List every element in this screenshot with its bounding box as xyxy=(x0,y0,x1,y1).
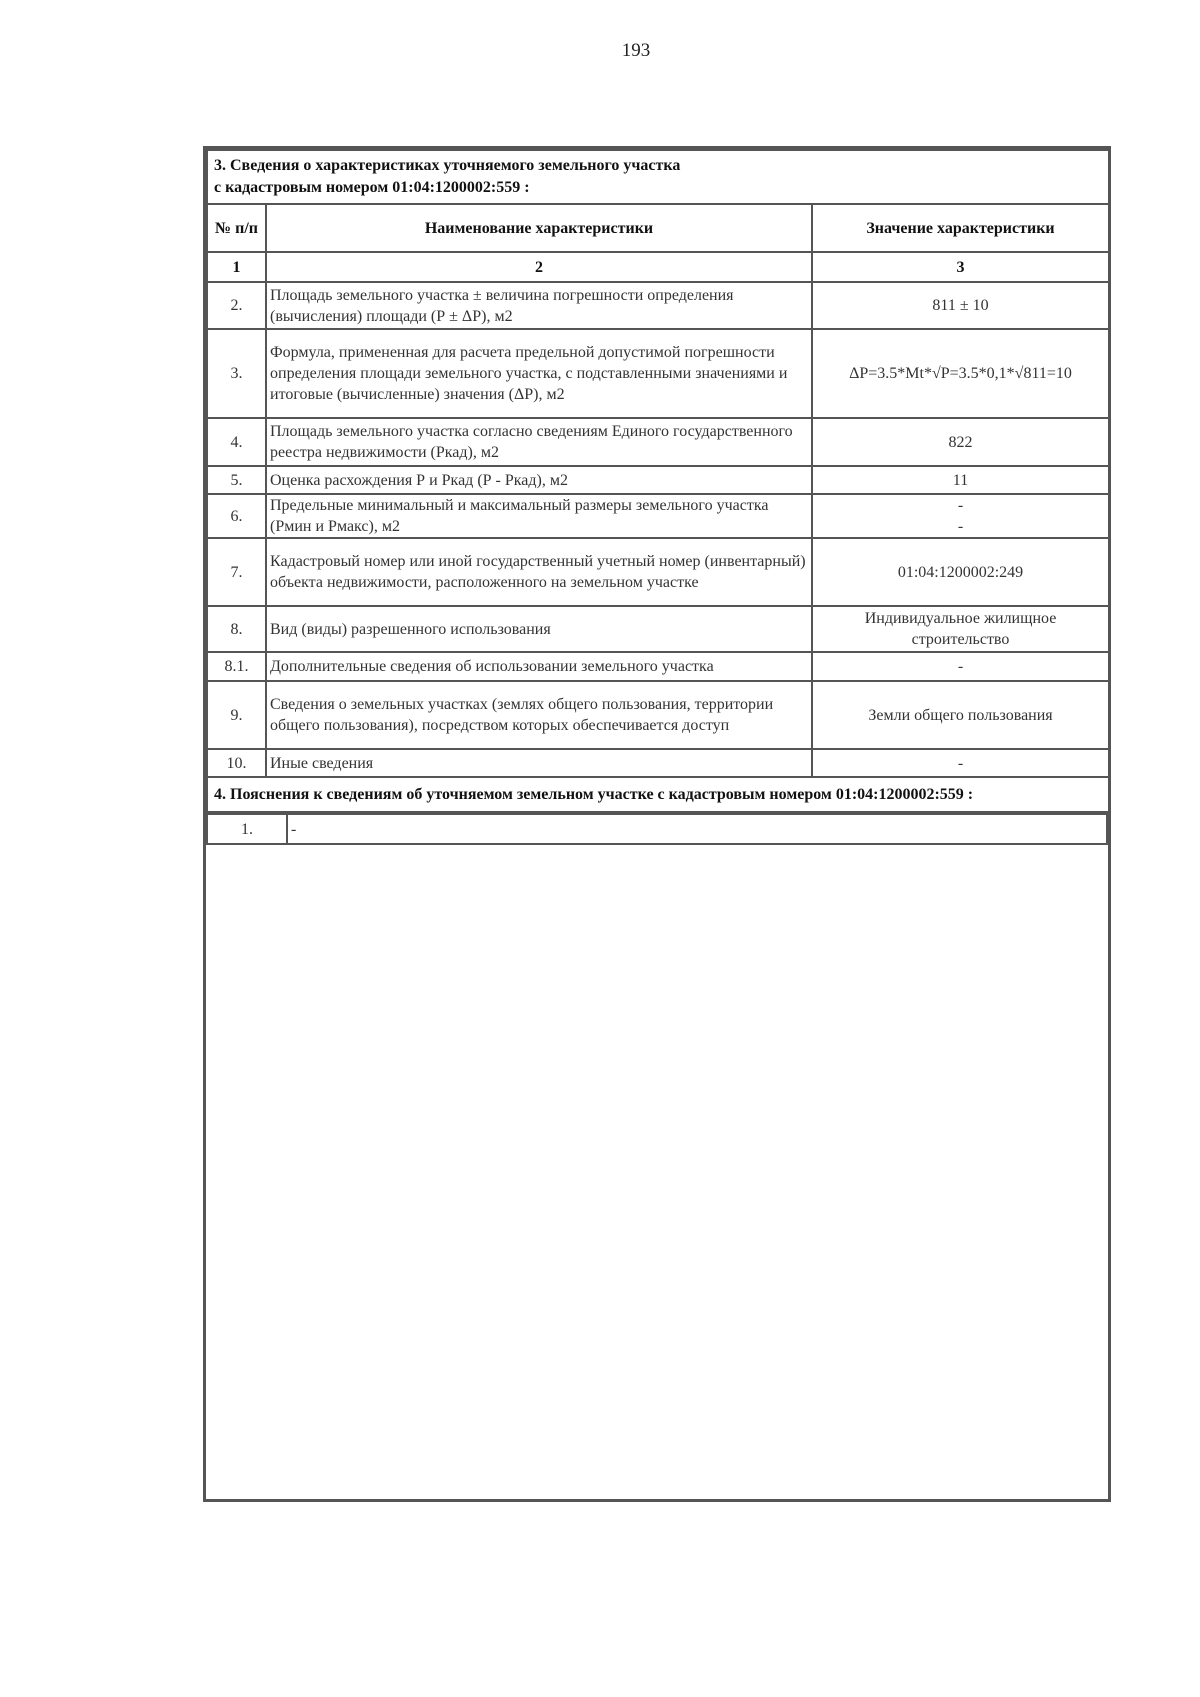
row-name: Площадь земельного участка согласно сведениям Единого государственного реестра недвижимости (Ркад), м2 xyxy=(266,418,812,466)
row-value: 11 xyxy=(812,466,1109,494)
table-row xyxy=(207,538,1109,606)
section3-title-row xyxy=(207,150,1109,204)
explanation-text: - xyxy=(287,814,1107,844)
explanations-table xyxy=(206,813,1108,845)
row-name: Вид (виды) разрешенного использования xyxy=(266,606,812,652)
row-number: 9. xyxy=(207,681,266,749)
section3-title-line2: с кадастровым номером 01:04:1200002:559 : xyxy=(214,179,530,196)
row-name: Предельные минимальный и максимальный размеры земельного участка (Рмин и Рмакс), м2 xyxy=(266,494,812,538)
row-number: 6. xyxy=(207,494,266,538)
row-number: 5. xyxy=(207,466,266,494)
page-number: 193 xyxy=(621,40,651,61)
row-name: Площадь земельного участка ± величина погрешности определения (вычисления) площади (Р ± ΔР), м2 xyxy=(266,282,812,329)
section3-title-line1: 3. Сведения о характеристиках уточняемого земельного участка xyxy=(214,157,681,174)
column-number-2: 2 xyxy=(266,252,812,282)
document-frame xyxy=(203,146,1111,1502)
header-name: Наименование характеристики xyxy=(266,204,812,252)
row-name: Формула, примененная для расчета предельной допустимой погрешности определения площади земельного участка, с подставленными значениями и итоговые (вычисленные) значения (ΔР), м2 xyxy=(266,329,812,418)
row-name: Иные сведения xyxy=(266,749,812,777)
row-number: 8.1. xyxy=(207,652,266,681)
explanation-number: 1. xyxy=(207,814,287,844)
characteristics-table xyxy=(206,149,1110,813)
row-name: Сведения о земельных участках (землях общего пользования, территории общего пользования), посредством которых обеспечивается доступ xyxy=(266,681,812,749)
table-header-row xyxy=(207,204,1109,252)
table-row xyxy=(207,494,1109,538)
table-row xyxy=(207,681,1109,749)
row-value-min: - xyxy=(957,497,964,514)
row-value: 822 xyxy=(812,418,1109,466)
header-value: Значение характеристики xyxy=(812,204,1109,252)
row-name: Кадастровый номер или иной государственный учетный номер (инвентарный) объекта недвижимости, расположенного на земельном участке xyxy=(266,538,812,606)
row-number: 8. xyxy=(207,606,266,652)
row-number: 7. xyxy=(207,538,266,606)
column-number-row xyxy=(207,252,1109,282)
explanation-row xyxy=(207,814,1107,844)
row-name: Дополнительные сведения об использовании земельного участка xyxy=(266,652,812,681)
row-number: 3. xyxy=(207,329,266,418)
row-value: 811 ± 10 xyxy=(812,282,1109,329)
row-value: 01:04:1200002:249 xyxy=(812,538,1109,606)
row-value: - xyxy=(812,652,1109,681)
row-value: ΔP=3.5*Mt*√P=3.5*0,1*√811=10 xyxy=(812,329,1109,418)
table-row xyxy=(207,418,1109,466)
row-number: 10. xyxy=(207,749,266,777)
row-value: - xyxy=(812,749,1109,777)
column-number-1: 1 xyxy=(207,252,266,282)
row-value-max: - xyxy=(957,518,964,535)
row-value: Индивидуальное жилищное строительство xyxy=(812,606,1109,652)
table-row xyxy=(207,652,1109,681)
section4-title-row xyxy=(207,777,1109,812)
row-name: Оценка расхождения Р и Ркад (Р - Ркад), м2 xyxy=(266,466,812,494)
row-number: 2. xyxy=(207,282,266,329)
row-value: Земли общего пользования xyxy=(812,681,1109,749)
table-row xyxy=(207,282,1109,329)
row-number: 4. xyxy=(207,418,266,466)
table-row xyxy=(207,749,1109,777)
table-row xyxy=(207,606,1109,652)
header-number: № п/п xyxy=(207,204,266,252)
section4-title: 4. Пояснения к сведениям об уточняемом земельном участке с кадастровым номером 01:04:1200002:559 : xyxy=(207,777,1109,812)
section3-title xyxy=(207,150,1109,204)
row-value xyxy=(812,494,1109,538)
column-number-3: 3 xyxy=(812,252,1109,282)
table-row xyxy=(207,329,1109,418)
table-row xyxy=(207,466,1109,494)
